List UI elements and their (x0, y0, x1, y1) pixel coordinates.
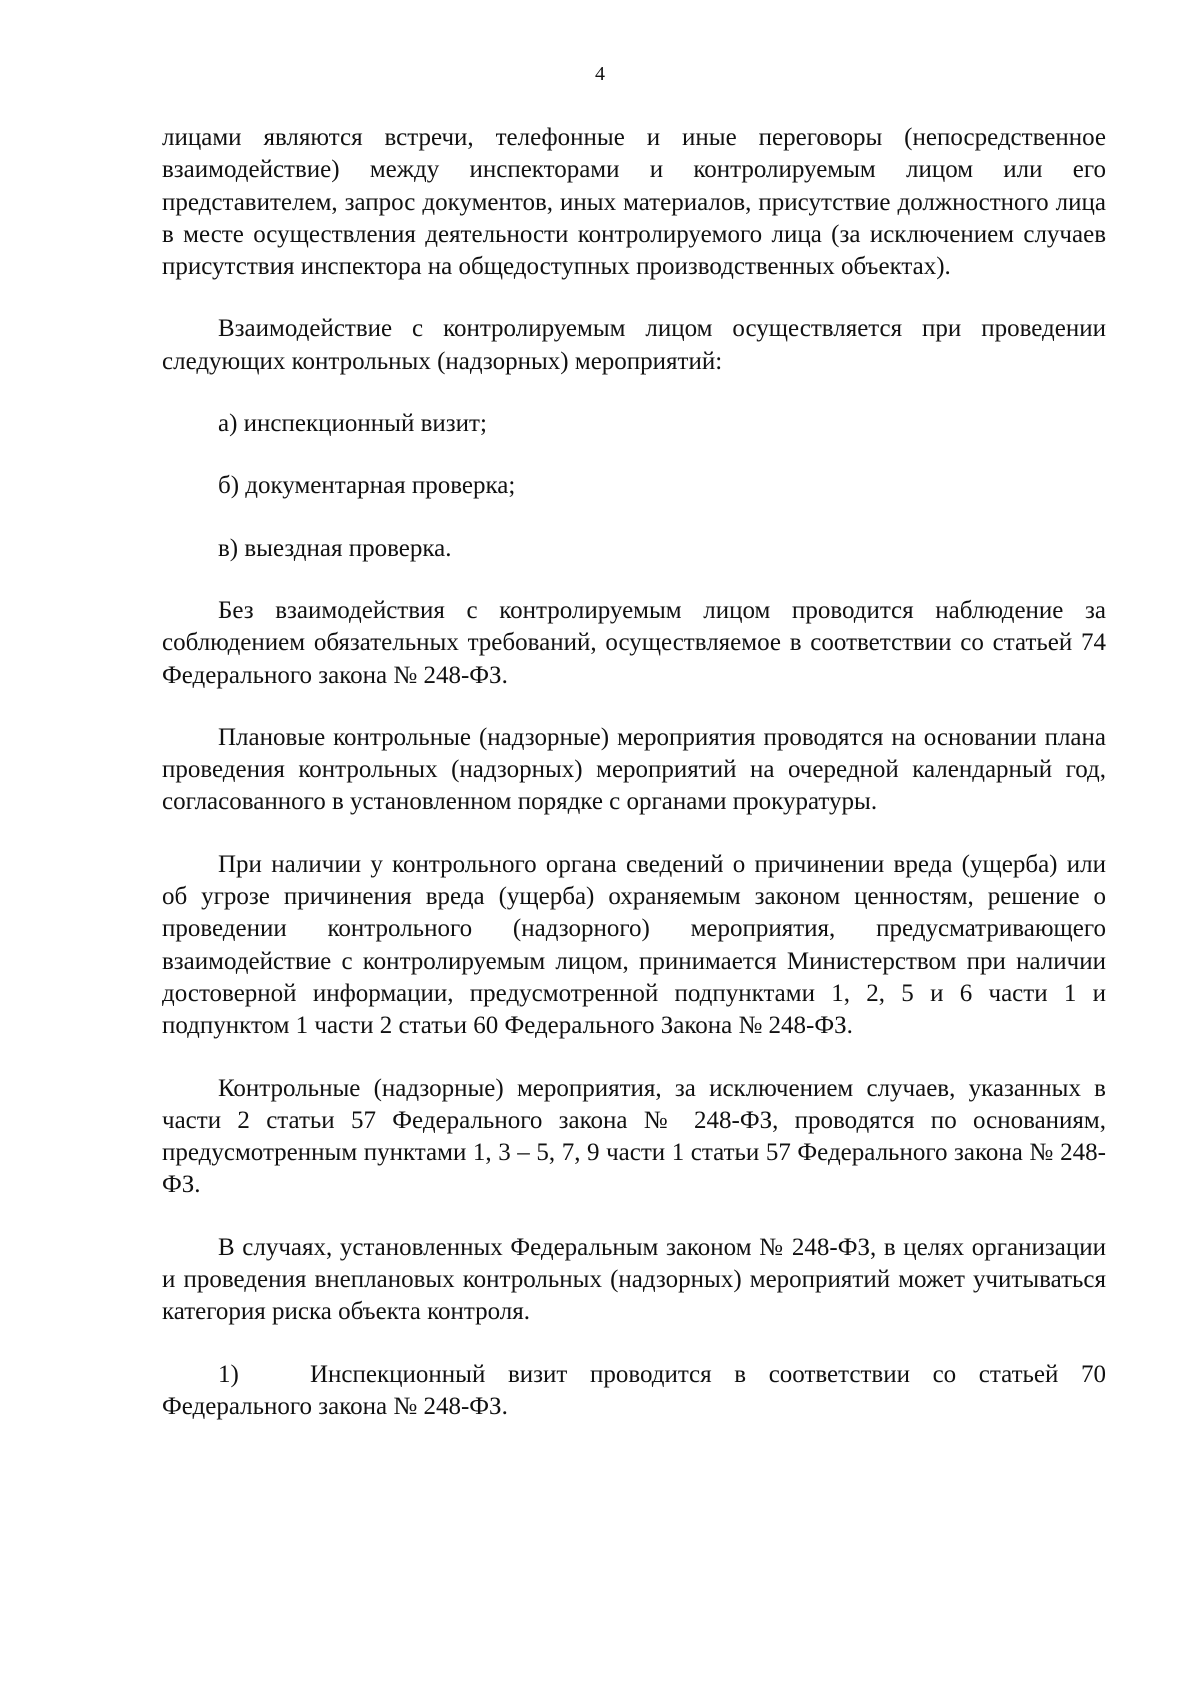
list-item-a: а) инспекционный визит; (218, 410, 487, 438)
numbered-item-label: 1) (218, 1360, 239, 1388)
paragraph-harm-information: При наличии у контрольного органа сведений о причинении вреда (ущерба) или об угрозе причинения вреда (ущерба) охраняемым законом ценностям, решение о проведении контрольного (надзорного) мероприятия, предусматривающего взаимодействие с контролируемым лицом, принимается Министерством при наличии достоверной информации, предусмотренной подпунктами 1, 2, 5 и 6 части 1 и подпунктом 1 части 2 статьи 60 Федерального Закона № 248-ФЗ. (162, 850, 1106, 1040)
paragraph-risk-category: В случаях, установленных Федеральным законом № 248-ФЗ, в целях организации и проведения внеплановых контрольных (надзорных) мероприятий может учитываться категория риска объекта контроля. (162, 1233, 1106, 1326)
list-item-b: б) документарная проверка; (218, 472, 516, 500)
numbered-item-1 (162, 1359, 1106, 1424)
paragraph-interaction-intro: Взаимодействие с контролируемым лицом осуществляется при проведении следующих контрольных (надзорных) мероприятий: (162, 315, 1106, 375)
numbered-item-text: Инспекционный визит проводится в соответствии со статьей 70 Федерального закона № 248-ФЗ. (162, 1360, 1106, 1420)
document-body (162, 122, 1106, 1423)
page-number: 4 (595, 63, 605, 85)
paragraph-without-interaction: Без взаимодействия с контролируемым лицом проводится наблюдение за соблюдением обязательных требований, осуществляемое в соответствии со статьей 74 Федерального закона № 248-ФЗ. (162, 596, 1106, 689)
list-item-c: в) выездная проверка. (218, 534, 452, 562)
paragraph-continuation: лицами являются встречи, телефонные и иные переговоры (непосредственное взаимодействие) между инспекторами и контролируемым лицом или его представителем, запрос документов, иных материалов, присутствие должностного лица в месте осуществления деятельности контролируемого лица (за исключением случаев присутствия инспектора на общедоступных производственных объектах). (162, 124, 1106, 281)
paragraph-grounds: Контрольные (надзорные) мероприятия, за исключением случаев, указанных в части 2 статьи 57 Федерального закона № 248-ФЗ, проводятся по основаниям, предусмотренным пунктами 1, 3 – 5, 7, 9 части 1 статьи 57 Федерального закона № 248-ФЗ. (162, 1074, 1106, 1199)
paragraph-planned-measures: Плановые контрольные (надзорные) мероприятия проводятся на основании плана проведения контрольных (надзорных) мероприятий на очередной календарный год, согласованного в установленном порядке с органами прокуратуры. (162, 723, 1106, 816)
